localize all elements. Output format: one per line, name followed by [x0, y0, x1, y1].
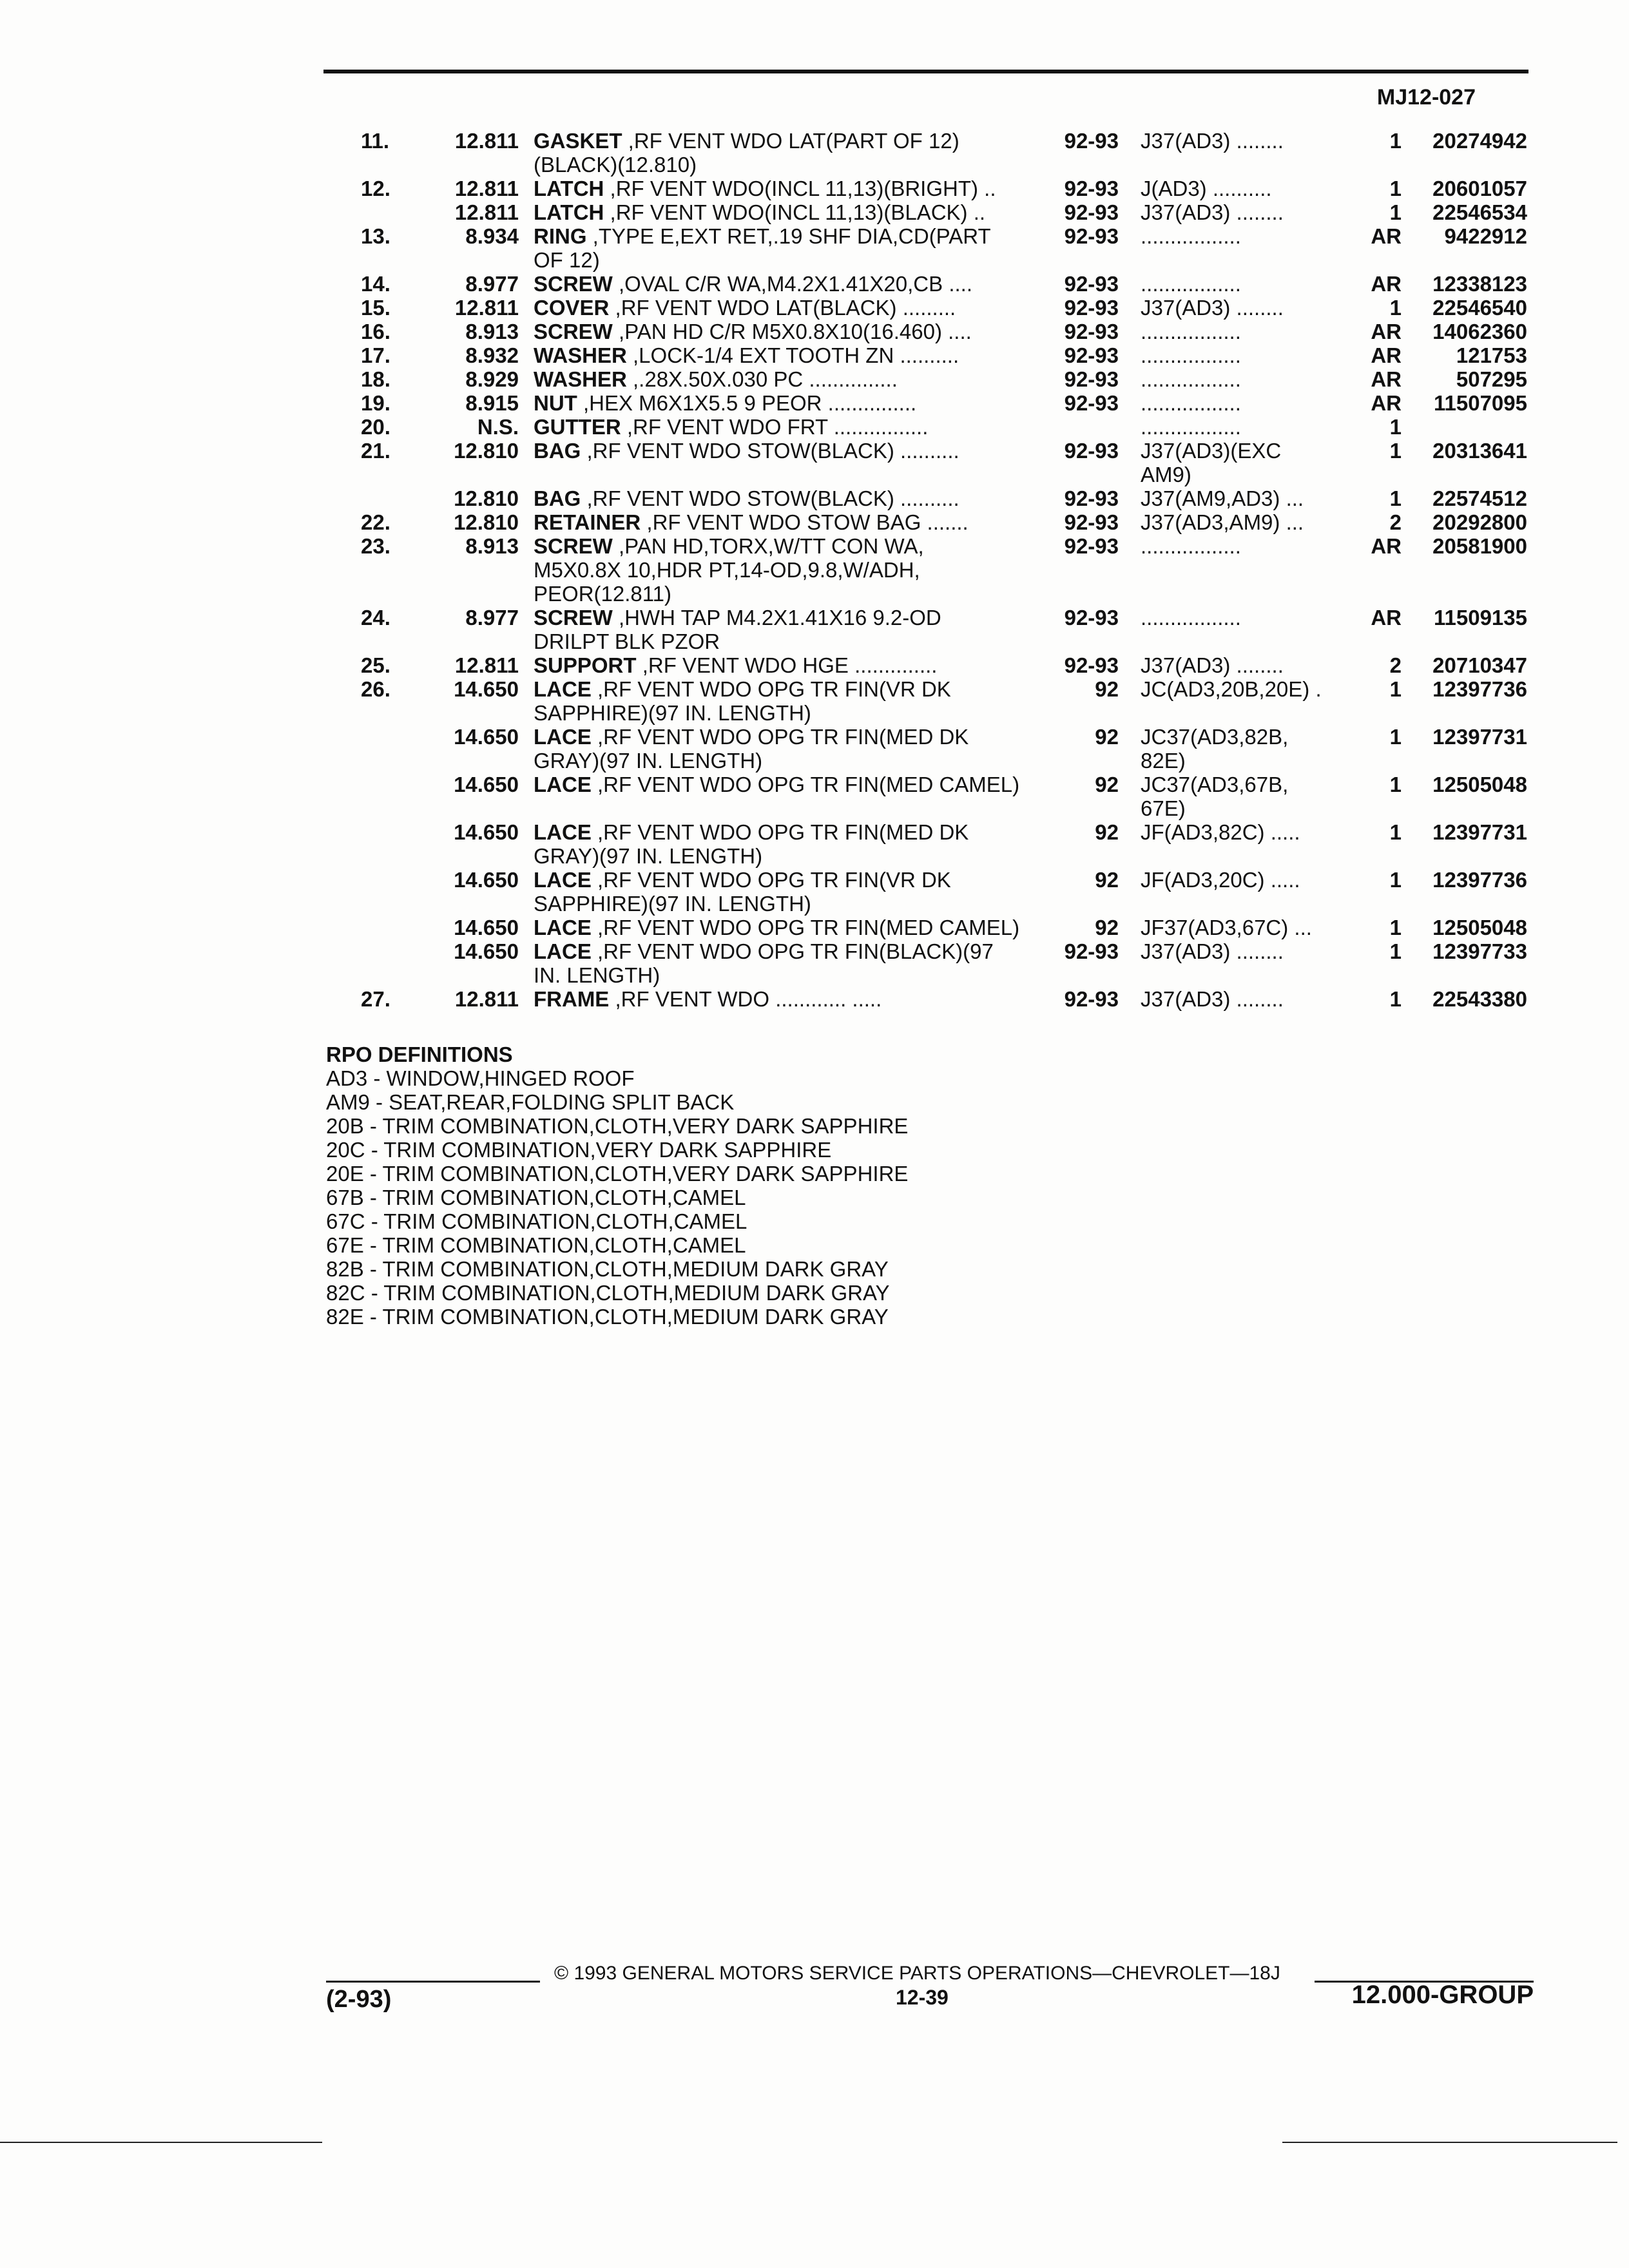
part-name: WASHER — [534, 367, 627, 391]
part-name: FRAME — [534, 987, 610, 1011]
part-row — [0, 486, 1629, 510]
part-detail: ,OVAL C/R WA,M4.2X1.41X20,CB .... — [612, 272, 972, 296]
part-description — [534, 963, 1043, 987]
rpo-item: AD3 - WINDOW,HINGED ROOF — [326, 1066, 635, 1090]
quantity: 1 — [1389, 177, 1402, 200]
item-number: 26. — [361, 677, 390, 701]
part-name: SCREW — [534, 272, 613, 296]
part-name: LATCH — [534, 177, 604, 200]
model-years: 92-93 — [1064, 367, 1119, 391]
part-name: SUPPORT — [534, 653, 637, 677]
item-number: 15. — [361, 296, 390, 320]
part-description — [534, 415, 1043, 439]
part-row — [0, 725, 1629, 749]
group-number: 14.650 — [454, 939, 519, 963]
group-number: 8.915 — [465, 391, 519, 415]
group-number: 8.913 — [465, 534, 519, 558]
usage-code: JC(AD3,20B,20E) . — [1141, 677, 1322, 701]
page-number: 12-39 — [896, 1986, 949, 2009]
model-years: 92-93 — [1064, 296, 1119, 320]
part-number: 20581900 — [1432, 534, 1527, 558]
group-number: 14.650 — [454, 820, 519, 844]
part-number: 20601057 — [1432, 177, 1527, 200]
item-number: 19. — [361, 391, 390, 415]
part-detail: ,PAN HD,TORX,W/TT CON WA, — [612, 534, 924, 558]
model-years: 92-93 — [1064, 606, 1119, 629]
model-years: 92-93 — [1064, 486, 1119, 510]
part-number: 20274942 — [1432, 129, 1527, 153]
item-number: 27. — [361, 987, 390, 1011]
quantity: 1 — [1389, 987, 1402, 1011]
part-detail: PEOR(12.811) — [534, 582, 671, 606]
part-name: LACE — [534, 939, 592, 963]
item-number: 20. — [361, 415, 390, 439]
part-detail: ,RF VENT WDO HGE .............. — [636, 653, 938, 677]
part-description — [534, 153, 1043, 177]
part-row — [0, 534, 1629, 558]
model-years: 92-93 — [1064, 200, 1119, 224]
model-years: 92-93 — [1064, 177, 1119, 200]
quantity: 1 — [1389, 820, 1402, 844]
part-row — [0, 153, 1629, 177]
part-name: NUT — [534, 391, 577, 415]
part-detail: ,RF VENT WDO LAT(BLACK) ......... — [609, 296, 956, 320]
model-years: 92-93 — [1064, 129, 1119, 153]
group-number: 12.811 — [454, 296, 519, 320]
part-description — [534, 558, 1043, 582]
model-years: 92 — [1095, 773, 1119, 796]
rpo-item: AM9 - SEAT,REAR,FOLDING SPLIT BACK — [326, 1090, 735, 1114]
group-number: 12.811 — [454, 129, 519, 153]
part-detail: (BLACK)(12.810) — [534, 153, 697, 177]
part-description — [534, 367, 1043, 391]
part-description — [534, 343, 1043, 367]
quantity: 1 — [1389, 916, 1402, 939]
part-description — [534, 725, 1043, 749]
model-years: 92-93 — [1064, 343, 1119, 367]
part-row — [0, 868, 1629, 892]
rpo-item: 67C - TRIM COMBINATION,CLOTH,CAMEL — [326, 1209, 747, 1233]
part-number: 507295 — [1456, 367, 1527, 391]
part-detail: ,RF VENT WDO OPG TR FIN(MED CAMEL) — [591, 916, 1020, 939]
part-number: 12397731 — [1432, 820, 1527, 844]
part-name: LACE — [534, 916, 592, 939]
part-number: 12397736 — [1432, 868, 1527, 892]
part-row — [0, 391, 1629, 415]
rpo-item: 82C - TRIM COMBINATION,CLOTH,MEDIUM DARK GRAY — [326, 1281, 890, 1305]
part-number: 12505048 — [1432, 916, 1527, 939]
usage-code: J37(AD3) ........ — [1141, 296, 1284, 320]
usage-code: J37(AD3)(EXC — [1141, 439, 1282, 463]
part-name: GASKET — [534, 129, 622, 153]
part-detail: ,RF VENT WDO ............ ..... — [609, 987, 882, 1011]
group-number: N.S. — [477, 415, 519, 439]
part-detail: ,PAN HD C/R M5X0.8X10(16.460) .... — [612, 320, 972, 343]
model-years: 92-93 — [1064, 534, 1119, 558]
item-number: 25. — [361, 653, 390, 677]
quantity: AR — [1371, 272, 1402, 296]
part-row — [0, 892, 1629, 916]
part-row — [0, 987, 1629, 1011]
part-detail: ,RF VENT WDO OPG TR FIN(VR DK — [591, 677, 951, 701]
part-detail: SAPPHIRE)(97 IN. LENGTH) — [534, 701, 811, 725]
item-number: 16. — [361, 320, 390, 343]
part-name: BAG — [534, 439, 581, 463]
part-description — [534, 773, 1043, 796]
part-detail: M5X0.8X 10,HDR PT,14-OD,9.8,W/ADH, — [534, 558, 920, 582]
part-description — [534, 200, 1043, 224]
footer-group: 12.000-GROUP — [1351, 1981, 1534, 2009]
usage-code: ................. — [1141, 367, 1241, 391]
part-name: LATCH — [534, 200, 604, 224]
model-years: 92 — [1095, 916, 1119, 939]
quantity: 1 — [1389, 939, 1402, 963]
quantity: 1 — [1389, 868, 1402, 892]
part-detail: ,TYPE E,EXT RET,.19 SHF DIA,CD(PART — [586, 224, 991, 248]
item-number: 23. — [361, 534, 390, 558]
part-number: 12397736 — [1432, 677, 1527, 701]
item-number: 17. — [361, 343, 390, 367]
group-number: 12.810 — [454, 486, 519, 510]
part-description — [534, 987, 1043, 1011]
footer-date: (2-93) — [326, 1986, 392, 2013]
usage-code: JC37(AD3,67B, — [1141, 773, 1289, 796]
group-number: 8.934 — [465, 224, 519, 248]
part-row — [0, 177, 1629, 200]
part-detail: ,HWH TAP M4.2X1.41X16 9.2-OD — [612, 606, 941, 629]
part-row — [0, 558, 1629, 582]
usage-code: ................. — [1141, 391, 1241, 415]
part-number: 20292800 — [1432, 510, 1527, 534]
quantity: 1 — [1389, 439, 1402, 463]
rpo-item: 20B - TRIM COMBINATION,CLOTH,VERY DARK SAPPHIRE — [326, 1114, 909, 1138]
part-row — [0, 582, 1629, 606]
quantity: AR — [1371, 391, 1402, 415]
usage-code: J37(AD3) ........ — [1141, 653, 1284, 677]
part-detail: ,RF VENT WDO(INCL 11,13)(BRIGHT) .. — [604, 177, 996, 200]
model-years: 92 — [1095, 820, 1119, 844]
model-years: 92-93 — [1064, 224, 1119, 248]
usage-code: ................. — [1141, 320, 1241, 343]
quantity: 1 — [1389, 677, 1402, 701]
model-years: 92-93 — [1064, 272, 1119, 296]
quantity: 1 — [1389, 415, 1402, 439]
part-number: 20710347 — [1432, 653, 1527, 677]
part-name: RETAINER — [534, 510, 641, 534]
rpo-item: 20E - TRIM COMBINATION,CLOTH,VERY DARK SAPPHIRE — [326, 1162, 909, 1186]
part-description — [534, 844, 1043, 868]
model-years: 92 — [1095, 725, 1119, 749]
item-number: 11. — [361, 129, 390, 153]
quantity: AR — [1371, 606, 1402, 629]
part-detail: ,RF VENT WDO OPG TR FIN(BLACK)(97 — [591, 939, 994, 963]
part-row — [0, 296, 1629, 320]
part-detail: ,RF VENT WDO STOW(BLACK) .......... — [581, 439, 959, 463]
part-name: COVER — [534, 296, 610, 320]
part-detail: GRAY)(97 IN. LENGTH) — [534, 749, 763, 773]
usage-code: JF(AD3,20C) ..... — [1141, 868, 1300, 892]
part-description — [534, 582, 1043, 606]
group-number: 12.810 — [454, 439, 519, 463]
group-number: 8.977 — [465, 272, 519, 296]
part-row — [0, 272, 1629, 296]
part-row — [0, 820, 1629, 844]
part-row — [0, 415, 1629, 439]
part-detail: ,RF VENT WDO OPG TR FIN(MED CAMEL) — [591, 773, 1020, 796]
rpo-item: 20C - TRIM COMBINATION,VERY DARK SAPPHIRE — [326, 1138, 832, 1162]
part-row — [0, 224, 1629, 248]
model-years: 92 — [1095, 868, 1119, 892]
group-number: 12.810 — [454, 510, 519, 534]
group-number: 8.929 — [465, 367, 519, 391]
footer-copyright: © 1993 GENERAL MOTORS SERVICE PARTS OPERATIONS—CHEVROLET—18J — [554, 1963, 1280, 1984]
model-years: 92-93 — [1064, 987, 1119, 1011]
group-number: 14.650 — [454, 725, 519, 749]
footer-rule-left — [326, 1981, 540, 1983]
part-row — [0, 463, 1629, 486]
usage-code: ................. — [1141, 224, 1241, 248]
part-number: 22543380 — [1432, 987, 1527, 1011]
quantity: 1 — [1389, 486, 1402, 510]
part-description — [534, 129, 1043, 153]
model-years: 92-93 — [1064, 510, 1119, 534]
part-name: LACE — [534, 868, 592, 892]
part-detail: ,RF VENT WDO STOW BAG ....... — [641, 510, 969, 534]
part-description — [534, 391, 1043, 415]
part-description — [534, 820, 1043, 844]
part-detail: ,.28X.50X.030 PC ............... — [626, 367, 898, 391]
part-description — [534, 177, 1043, 200]
part-description — [534, 272, 1043, 296]
usage-code: J37(AD3) ........ — [1141, 129, 1284, 153]
rpo-item: 82B - TRIM COMBINATION,CLOTH,MEDIUM DARK GRAY — [326, 1257, 889, 1281]
part-row — [0, 343, 1629, 367]
part-number: 12397731 — [1432, 725, 1527, 749]
part-row — [0, 510, 1629, 534]
part-row — [0, 701, 1629, 725]
group-number: 14.650 — [454, 868, 519, 892]
usage-code: JF37(AD3,67C) ... — [1141, 916, 1312, 939]
part-name: SCREW — [534, 534, 613, 558]
part-description — [534, 224, 1043, 248]
group-number: 8.913 — [465, 320, 519, 343]
group-number: 8.932 — [465, 343, 519, 367]
item-number: 14. — [361, 272, 390, 296]
part-row — [0, 749, 1629, 773]
model-years: 92-93 — [1064, 391, 1119, 415]
quantity: AR — [1371, 343, 1402, 367]
rpo-item: 67B - TRIM COMBINATION,CLOTH,CAMEL — [326, 1186, 746, 1209]
part-detail: ,RF VENT WDO(INCL 11,13)(BLACK) .. — [604, 200, 986, 224]
model-years: 92 — [1095, 677, 1119, 701]
part-name: BAG — [534, 486, 581, 510]
model-years: 92-93 — [1064, 320, 1119, 343]
part-description — [534, 248, 1043, 272]
part-description — [534, 486, 1043, 510]
part-row — [0, 439, 1629, 463]
part-description — [534, 296, 1043, 320]
part-detail: SAPPHIRE)(97 IN. LENGTH) — [534, 892, 811, 916]
rpo-definitions — [326, 1043, 908, 1329]
item-number: 22. — [361, 510, 390, 534]
usage-code: ................. — [1141, 272, 1241, 296]
top-rule — [323, 70, 1528, 73]
part-description — [534, 892, 1043, 916]
usage-code: ................. — [1141, 534, 1241, 558]
part-number: 12505048 — [1432, 773, 1527, 796]
part-row — [0, 129, 1629, 153]
parts-list — [0, 129, 1629, 1011]
part-name: GUTTER — [534, 415, 621, 439]
model-years: 92-93 — [1064, 939, 1119, 963]
group-number: 14.650 — [454, 916, 519, 939]
usage-code: JC37(AD3,82B, — [1141, 725, 1289, 749]
catalog-code: MJ12-027 — [1376, 85, 1476, 110]
group-number: 12.811 — [454, 177, 519, 200]
part-row — [0, 653, 1629, 677]
rpo-item: 82E - TRIM COMBINATION,CLOTH,MEDIUM DARK GRAY — [326, 1305, 889, 1329]
part-name: LACE — [534, 725, 592, 749]
usage-code: J37(AD3) ........ — [1141, 987, 1284, 1011]
part-row — [0, 367, 1629, 391]
part-detail: ,RF VENT WDO OPG TR FIN(VR DK — [591, 868, 951, 892]
part-description — [534, 320, 1043, 343]
quantity: 1 — [1389, 773, 1402, 796]
quantity: AR — [1371, 534, 1402, 558]
part-description — [534, 534, 1043, 558]
usage-code: 67E) — [1141, 796, 1186, 820]
part-detail: IN. LENGTH) — [534, 963, 660, 987]
part-name: LACE — [534, 773, 592, 796]
part-description — [534, 606, 1043, 629]
rpo-item: 67E - TRIM COMBINATION,CLOTH,CAMEL — [326, 1233, 746, 1257]
part-name: SCREW — [534, 320, 613, 343]
quantity: 2 — [1389, 653, 1402, 677]
part-description — [534, 701, 1043, 725]
part-detail: DRILPT BLK PZOR — [534, 629, 720, 653]
part-description — [534, 868, 1043, 892]
part-number: 14062360 — [1432, 320, 1527, 343]
item-number: 21. — [361, 439, 390, 463]
part-row — [0, 844, 1629, 868]
part-detail: ,RF VENT WDO OPG TR FIN(MED DK — [591, 820, 969, 844]
part-detail: ,RF VENT WDO STOW(BLACK) .......... — [581, 486, 959, 510]
scan-line — [1282, 2142, 1617, 2143]
part-row — [0, 677, 1629, 701]
part-detail: OF 12) — [534, 248, 600, 272]
part-number: 22574512 — [1432, 486, 1527, 510]
part-number: 22546534 — [1432, 200, 1527, 224]
part-number: 11507095 — [1433, 391, 1527, 415]
item-number: 12. — [361, 177, 390, 200]
part-description — [534, 439, 1043, 463]
part-detail: ,RF VENT WDO FRT ................ — [621, 415, 929, 439]
quantity: 1 — [1389, 296, 1402, 320]
part-number: 9422912 — [1444, 224, 1527, 248]
quantity: AR — [1371, 367, 1402, 391]
item-number: 24. — [361, 606, 390, 629]
part-number: 12397733 — [1432, 939, 1527, 963]
group-number: 12.811 — [454, 200, 519, 224]
part-description — [534, 677, 1043, 701]
part-row — [0, 963, 1629, 987]
part-row — [0, 916, 1629, 939]
part-number: 12338123 — [1432, 272, 1527, 296]
part-number: 20313641 — [1432, 439, 1527, 463]
part-detail: GRAY)(97 IN. LENGTH) — [534, 844, 763, 868]
part-description — [534, 749, 1043, 773]
rpo-list — [326, 1066, 908, 1329]
usage-code: J37(AD3) ........ — [1141, 200, 1284, 224]
group-number: 14.650 — [454, 773, 519, 796]
part-detail: ,RF VENT WDO OPG TR FIN(MED DK — [591, 725, 969, 749]
part-number: 22546540 — [1432, 296, 1527, 320]
quantity: 2 — [1389, 510, 1402, 534]
part-number: 11509135 — [1433, 606, 1527, 629]
group-number: 12.811 — [454, 987, 519, 1011]
part-row — [0, 796, 1629, 820]
usage-code: ................. — [1141, 606, 1241, 629]
part-row — [0, 200, 1629, 224]
part-description — [534, 629, 1043, 653]
quantity: 1 — [1389, 725, 1402, 749]
part-number: 121753 — [1456, 343, 1527, 367]
part-row — [0, 773, 1629, 796]
quantity: AR — [1371, 320, 1402, 343]
part-detail: ,RF VENT WDO LAT(PART OF 12) — [622, 129, 959, 153]
rpo-heading: RPO DEFINITIONS — [326, 1043, 513, 1066]
usage-code: J37(AM9,AD3) ... — [1141, 486, 1304, 510]
usage-code: J(AD3) .......... — [1141, 177, 1272, 200]
part-name: RING — [534, 224, 587, 248]
part-name: LACE — [534, 677, 592, 701]
group-number: 14.650 — [454, 677, 519, 701]
model-years: 92-93 — [1064, 653, 1119, 677]
part-row — [0, 606, 1629, 629]
part-description — [534, 510, 1043, 534]
part-description — [534, 653, 1043, 677]
model-years: 92-93 — [1064, 439, 1119, 463]
usage-code: AM9) — [1141, 463, 1191, 486]
scan-line — [0, 2142, 322, 2143]
quantity: AR — [1371, 224, 1402, 248]
part-name: LACE — [534, 820, 592, 844]
quantity: 1 — [1389, 200, 1402, 224]
usage-code: ................. — [1141, 415, 1241, 439]
group-number: 12.811 — [454, 653, 519, 677]
part-row — [0, 629, 1629, 653]
item-number: 13. — [361, 224, 390, 248]
part-detail: ,HEX M6X1X5.5 9 PEOR ............... — [577, 391, 917, 415]
part-row — [0, 248, 1629, 272]
part-row — [0, 939, 1629, 963]
usage-code: ................. — [1141, 343, 1241, 367]
item-number: 18. — [361, 367, 390, 391]
usage-code: J37(AD3) ........ — [1141, 939, 1284, 963]
part-name: SCREW — [534, 606, 613, 629]
quantity: 1 — [1389, 129, 1402, 153]
part-row — [0, 320, 1629, 343]
part-description — [534, 939, 1043, 963]
group-number: 8.977 — [465, 606, 519, 629]
usage-code: JF(AD3,82C) ..... — [1141, 820, 1300, 844]
part-detail: ,LOCK-1/4 EXT TOOTH ZN .......... — [626, 343, 959, 367]
part-name: WASHER — [534, 343, 627, 367]
part-description — [534, 916, 1043, 939]
usage-code: J37(AD3,AM9) ... — [1141, 510, 1304, 534]
usage-code: 82E) — [1141, 749, 1186, 773]
